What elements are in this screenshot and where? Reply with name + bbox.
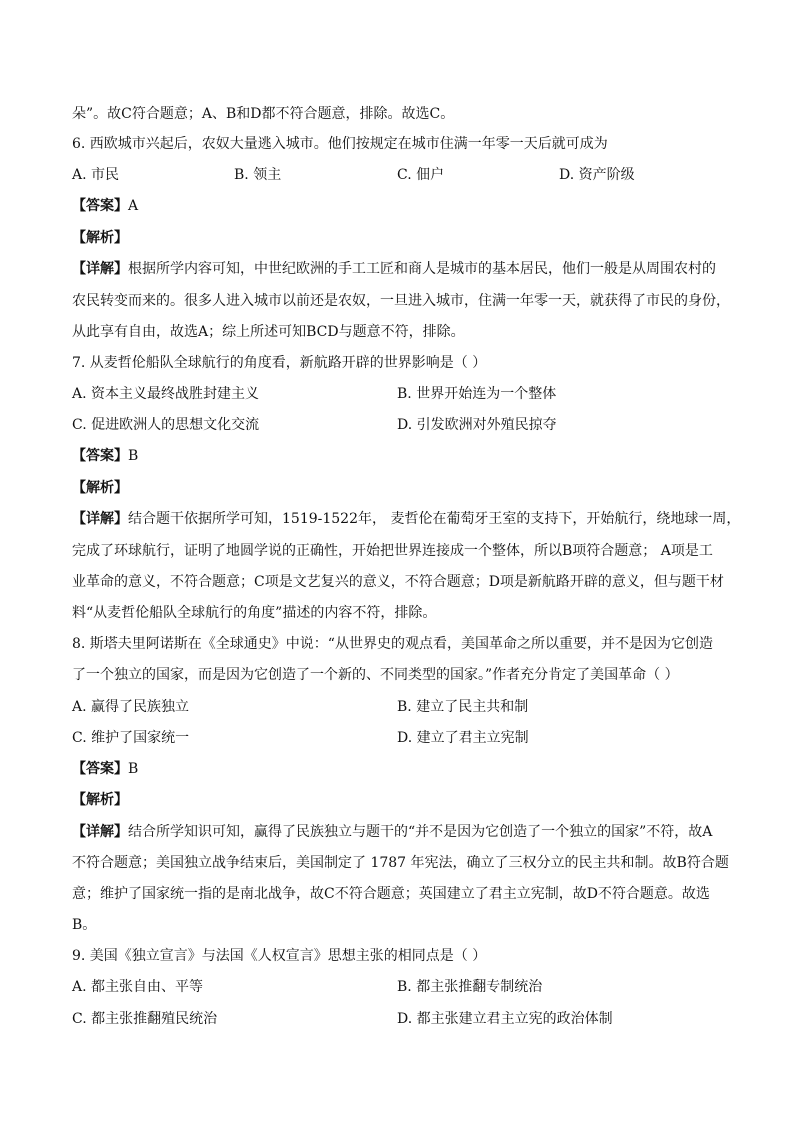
detail-tag: 【详解】 [72, 511, 128, 527]
q8-analysis-tag: 【解析】 [72, 792, 128, 808]
q8-stem-line-1: 8. 斯塔夫里阿诺斯在《全球通史》中说：“从世界史的观点看，美国革命之所以重要，并不是因为它创造 [72, 636, 713, 652]
q8-answer [72, 759, 138, 779]
answer-value: A [128, 198, 139, 214]
q7-analysis-tag: 【解析】 [72, 480, 128, 496]
answer-tag: 【答案】 [72, 198, 128, 214]
q6-analysis-tag: 【解析】 [72, 230, 128, 246]
answer-tag: 【答案】 [72, 448, 128, 464]
answer-tag: 【答案】 [72, 761, 128, 777]
q9-option-a: A. 都主张自由、平等 [72, 979, 204, 995]
q6-option-c: C. 佃户 [397, 167, 445, 183]
q6-detail-line-1 [72, 259, 716, 279]
q8-option-c: C. 维护了国家统一 [72, 730, 190, 746]
q5-explanation-tail: 朵”。故C符合题意；A、B和D都不符合题意，排除。故选C。 [72, 106, 455, 122]
q6-answer [72, 196, 138, 216]
q7-option-c: C. 促进欧洲人的思想文化交流 [72, 417, 260, 433]
detail-text: 结合题干依据所学可知，1519-1522年， 麦哲伦在葡萄牙王室的支持下，开始航行，绕地球一周， [128, 511, 741, 527]
q7-detail-line-1 [72, 509, 740, 529]
q7-option-b: B. 世界开始连为一个整体 [397, 386, 557, 402]
q7-answer [72, 446, 138, 466]
detail-tag: 【详解】 [72, 261, 128, 277]
q6-option-a: A. 市民 [72, 167, 120, 183]
q6-option-d: D. 资产阶级 [559, 167, 635, 183]
q7-detail-line-3: 业革命的意义，不符合题意；C项是文艺复兴的意义，不符合题意；D项是新航路开辟的意义，但与题干材 [72, 574, 724, 590]
q6-stem: 6. 西欧城市兴起后，农奴大量逃入城市。他们按规定在城市住满一年零一天后就可成为 [72, 136, 608, 152]
q8-detail-line-1 [72, 822, 712, 842]
q7-detail-line-4: 料“从麦哲伦船队全球航行的角度”描述的内容不符，排除。 [72, 605, 437, 621]
q9-option-d: D. 都主张建立君主立宪的政治体制 [397, 1011, 613, 1027]
q7-option-a: A. 资本主义最终战胜封建主义 [72, 386, 260, 402]
q8-option-a: A. 赢得了民族独立 [72, 699, 190, 715]
q8-detail-line-4: B。 [72, 917, 97, 933]
answer-value: B [128, 448, 139, 464]
detail-text: 根据所学内容可知，中世纪欧洲的手工工匠和商人是城市的基本居民，他们一般是从周围农村的 [128, 261, 716, 277]
q8-detail-line-2: 不符合题意；美国独立战争结束后，美国制定了 1787 年宪法，确立了三权分立的民主共和制。故B符合题 [72, 855, 729, 871]
answer-value: B [128, 761, 139, 777]
q8-option-b: B. 建立了民主共和制 [397, 699, 529, 715]
q9-stem: 9. 美国《独立宣言》与法国《人权宣言》思想主张的相同点是（ ） [72, 948, 487, 964]
q6-detail-line-3: 从此享有自由，故选A；综上所述可知BCD与题意不符，排除。 [72, 324, 465, 340]
q8-stem-line-2: 了一个独立的国家，而是因为它创造了一个新的、不同类型的国家。”作者充分肯定了美国革命（ ） [72, 667, 679, 683]
detail-text: 结合所学知识可知，赢得了民族独立与题干的“并不是因为它创造了一个独立的国家”不符，故A [128, 824, 713, 840]
q8-detail-line-3: 意；维护了国家统一指的是南北战争，故C不符合题意；英国建立了君主立宪制，故D不符合题意。故选 [72, 886, 710, 902]
q7-detail-line-2: 完成了环球航行，证明了地圆学说的正确性，开始把世界连接成一个整体，所以B项符合题意； A项是工 [72, 543, 713, 559]
q7-option-d: D. 引发欧洲对外殖民掠夺 [397, 417, 557, 433]
q7-stem: 7. 从麦哲伦船队全球航行的角度看，新航路开辟的世界影响是（ ） [72, 355, 487, 371]
q6-option-b: B. 领主 [234, 167, 282, 183]
q9-option-c: C. 都主张推翻殖民统治 [72, 1011, 218, 1027]
detail-tag: 【详解】 [72, 824, 128, 840]
q8-option-d: D. 建立了君主立宪制 [397, 730, 529, 746]
q9-option-b: B. 都主张推翻专制统治 [397, 979, 543, 995]
q6-detail-line-2: 农民转变而来的。很多人进入城市以前还是农奴，一旦进入城市，住满一年零一天，就获得了市民的身份， [72, 293, 730, 309]
